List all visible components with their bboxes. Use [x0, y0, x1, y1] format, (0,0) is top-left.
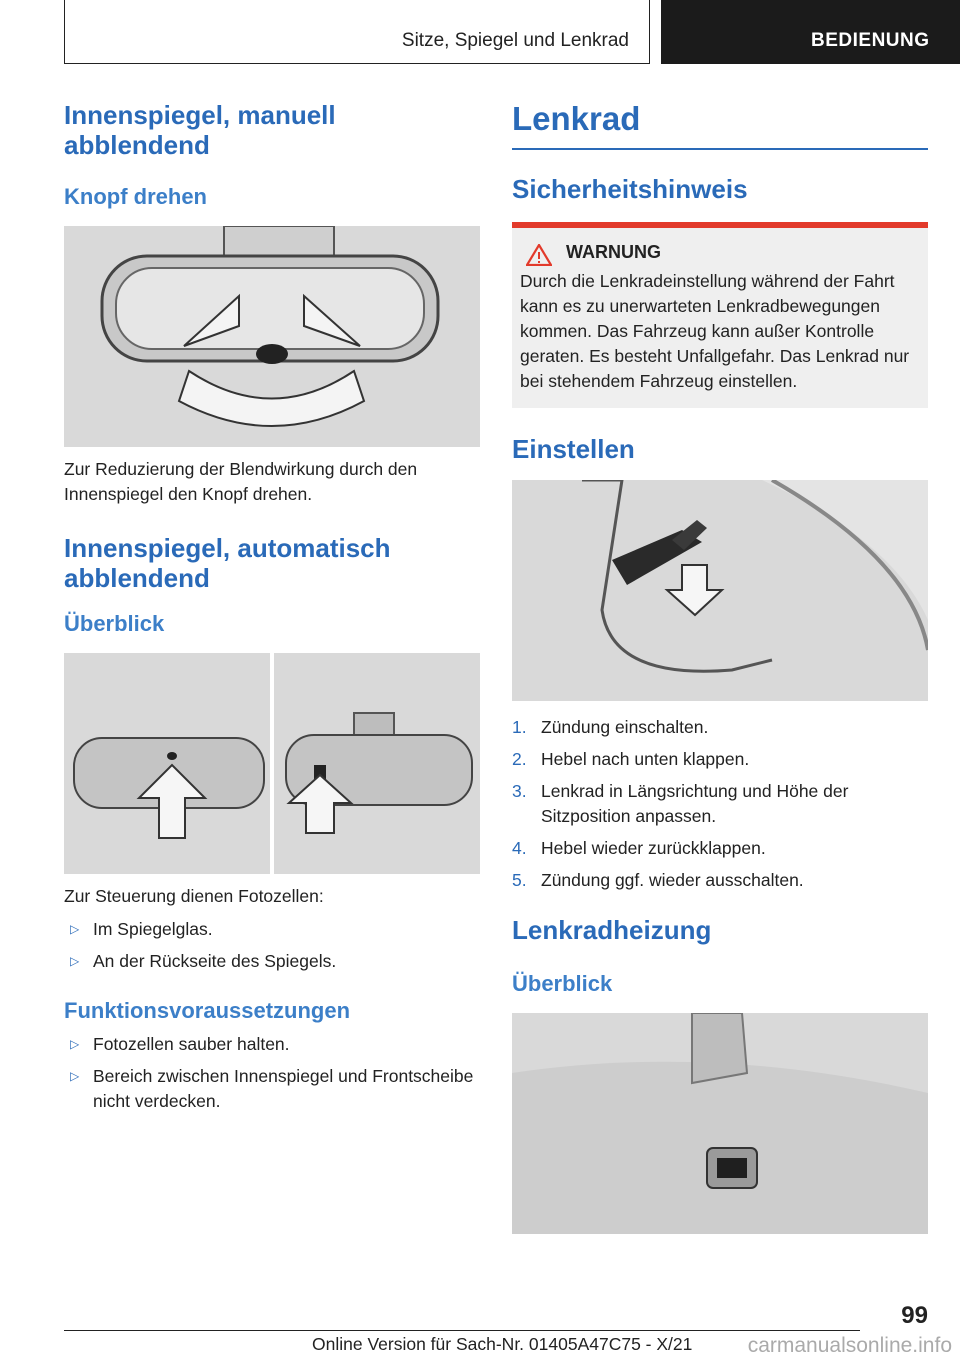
bullet-triangle-icon: ▷ — [70, 954, 80, 968]
steps-list — [512, 715, 928, 893]
list-item: 2. Hebel nach unten klappen. — [512, 749, 750, 769]
list-item: ▷ An der Rückseite des Spiegels. — [64, 949, 480, 974]
watermark: carmanualsonline.info — [747, 1334, 952, 1357]
list-item: 1. Zündung einschalten. — [512, 717, 709, 737]
left-column — [64, 100, 480, 1121]
chapter-tab: BEDIENUNG — [661, 0, 960, 64]
figure-photocells — [64, 653, 480, 874]
heading-heizung: Lenkradheizung — [512, 915, 712, 945]
footer-text: Online Version für Sach-Nr. 01405A47C75 - X/21 — [312, 1334, 693, 1354]
list-fotozellen — [64, 917, 480, 974]
list-item: 4. Hebel wieder zurückklappen. — [512, 838, 766, 858]
bullet-triangle-icon: ▷ — [70, 1037, 80, 1051]
heading-funktion: Funktionsvoraussetzungen — [64, 998, 351, 1023]
text-steuerung: Zur Steuerung dienen Fotozellen: — [64, 886, 324, 906]
warning-box — [512, 222, 928, 408]
list-funktion — [64, 1032, 480, 1114]
list-item: ▷ Fotozellen sauber halten. — [64, 1032, 480, 1057]
mirror-knob-illustration — [64, 226, 480, 447]
heading-knopf-drehen: Knopf drehen — [64, 184, 207, 209]
warning-text: Durch die Lenkradeinstellung während der Fahrt kann es zu unerwarteten Lenkradbewegungen kommen. Das Fahrzeug kann außer Kontrolle geraten. Es besteht Unfallgefahr. Das Lenkrad nur bei stehendem Fahrzeug einstellen. — [520, 271, 910, 391]
heading-manual-mirror: Innenspiegel, manuell abblendend — [64, 100, 336, 160]
list-item: 3. Lenkrad in Längsrichtung und Höhe der Sitzposition anpassen. — [512, 781, 849, 826]
heading-lenkrad: Lenkrad — [512, 100, 928, 150]
bullet-triangle-icon: ▷ — [70, 922, 80, 936]
right-column — [512, 100, 928, 1234]
heating-button-illustration — [512, 1013, 928, 1234]
warning-triangle-icon — [526, 244, 552, 266]
page-number: 99 — [901, 1302, 928, 1329]
section-title: Sitze, Spiegel und Lenkrad — [401, 30, 629, 51]
list-item: ▷ Im Spiegelglas. — [64, 917, 480, 942]
footer-rule — [64, 1330, 860, 1331]
list-item: ▷ Bereich zwischen Innenspiegel und Frontscheibe nicht verdecken. — [70, 1066, 474, 1111]
list-item: 5. Zündung ggf. wieder ausschalten. — [512, 870, 804, 890]
heading-einstellen: Einstellen — [512, 434, 635, 464]
steering-lever-illustration — [512, 480, 928, 701]
heading-sicherheit: Sicherheitshinweis — [512, 174, 748, 204]
header-box — [64, 0, 650, 64]
figure-heating-button — [512, 1013, 928, 1234]
bullet-triangle-icon: ▷ — [70, 1069, 80, 1083]
warning-title: WARNUNG — [566, 242, 661, 262]
photocell-illustration — [64, 653, 480, 874]
heading-ueberblick-2: Überblick — [512, 971, 613, 996]
figure-lever — [512, 480, 928, 701]
text-knopf: Zur Reduzierung der Blendwirkung durch den Innenspiegel den Knopf drehen. — [64, 459, 418, 504]
heading-ueberblick: Überblick — [64, 611, 165, 636]
heading-auto-mirror: Innenspiegel, automatisch abblendend — [64, 533, 391, 593]
figure-mirror-knob — [64, 226, 480, 447]
